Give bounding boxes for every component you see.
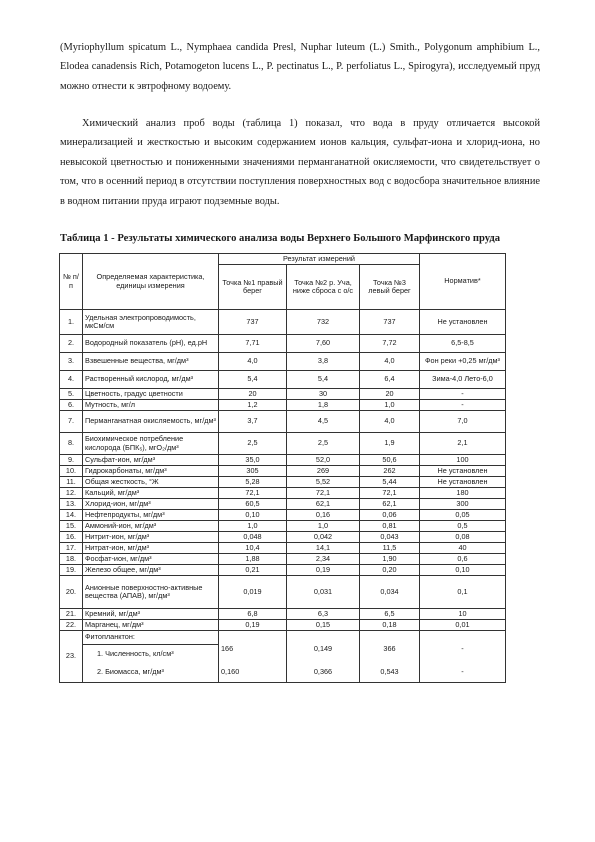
row-point2-value: 62,1 xyxy=(287,499,360,510)
row-num: 9. xyxy=(60,455,83,466)
row-num: 2. xyxy=(60,335,83,353)
header-norm: Норматив* xyxy=(420,254,506,310)
row-num: 15. xyxy=(60,521,83,532)
row-point1-value: 72,1 xyxy=(219,488,287,499)
row-characteristic: Цветность, градус цветности xyxy=(83,389,219,400)
row-point2-value: 1,0 xyxy=(287,521,360,532)
row-norm-value: - xyxy=(420,389,506,400)
row-point1-value: 5,4 xyxy=(219,371,287,389)
header-point3: Точка №3 левый берег xyxy=(360,265,420,310)
table-row xyxy=(60,411,506,433)
row-point1-value: 3,7 xyxy=(219,411,287,433)
row-norm-value: 0,08 xyxy=(420,532,506,543)
row-point1-value: 6,8 xyxy=(219,609,287,620)
row-point1-value: 2,5 xyxy=(219,433,287,455)
table-row xyxy=(60,400,506,411)
row-num: 13. xyxy=(60,499,83,510)
row-num: 1. xyxy=(60,310,83,335)
table-row xyxy=(60,455,506,466)
row-norm-value: 0,5 xyxy=(420,521,506,532)
row-characteristic: Нитрит-ион, мг/дм³ xyxy=(83,532,219,543)
row-norm-value: 0,05 xyxy=(420,510,506,521)
row-point2-value: 732 xyxy=(287,310,360,335)
row-point2-value: 6,3 xyxy=(287,609,360,620)
row-num: 4. xyxy=(60,371,83,389)
row-point3-value: 5,44 xyxy=(360,477,420,488)
row-characteristic: Аммоний-ион, мг/дм³ xyxy=(83,521,219,532)
row-norm-value: Не установлен xyxy=(420,466,506,477)
row-point1-value: 1,88 xyxy=(219,554,287,565)
row23-sub2-p2: 0,366 xyxy=(313,666,333,676)
row-characteristic: Нефтепродукты, мг/дм³ xyxy=(83,510,219,521)
row-point3-value: 0,043 xyxy=(360,532,420,543)
row-characteristic: Кальций, мг/дм³ xyxy=(83,488,219,499)
row-norm-value: Не установлен xyxy=(420,477,506,488)
row-point2-value: 4,5 xyxy=(287,411,360,433)
header-point2: Точка №2 р. Уча, ниже сброса с о/с xyxy=(287,265,360,310)
table-row xyxy=(60,609,506,620)
row-num: 8. xyxy=(60,433,83,455)
row-point2-value: 30 xyxy=(287,389,360,400)
row-point3-value: 0,81 xyxy=(360,521,420,532)
row-point3-value: 7,72 xyxy=(360,335,420,353)
row-point1-value: 0,21 xyxy=(219,565,287,576)
row-point3-value: 0,18 xyxy=(360,620,420,631)
header-characteristic: Определяемая характеристика, единицы измерения xyxy=(83,254,219,310)
row-num: 16. xyxy=(60,532,83,543)
row-point3-value: 262 xyxy=(360,466,420,477)
row-point3-value: 20 xyxy=(360,389,420,400)
row-characteristic: Взвешенные вещества, мг/дм³ xyxy=(83,353,219,371)
row-point1-value: 737 xyxy=(219,310,287,335)
row-point3-value: 1,0 xyxy=(360,400,420,411)
row23-norm xyxy=(420,631,506,683)
row-num: 5. xyxy=(60,389,83,400)
paragraph-chemical-analysis: Химический анализ проб воды (таблица 1) показал, что вода в пруду отличается высокой минерализацией и жесткостью и высоким содержанием ионов кальция, сульфат-иона и хлорид-иона, но невысокой цветностью и пониженными значениями перманганатной окисляемости, что свидетельствует о том, что в осенний период в отсутствии поступления поверхностных вод с водосбора значительное влияние в водном питании пруда играют подземные воды. xyxy=(60,118,540,207)
row-point1-value: 35,0 xyxy=(219,455,287,466)
row-point1-value: 305 xyxy=(219,466,287,477)
row-point1-value: 60,5 xyxy=(219,499,287,510)
table-body xyxy=(60,310,506,631)
row-norm-value: 40 xyxy=(420,543,506,554)
row-point1-value: 4,0 xyxy=(219,353,287,371)
row23-p3 xyxy=(360,631,420,683)
row-norm-value: 0,10 xyxy=(420,565,506,576)
table-row xyxy=(60,532,506,543)
row-point2-value: 0,19 xyxy=(287,565,360,576)
row-characteristic: Кремний, мг/дм³ xyxy=(83,609,219,620)
row-point1-value: 0,019 xyxy=(219,576,287,609)
row-num: 17. xyxy=(60,543,83,554)
row-point1-value: 7,71 xyxy=(219,335,287,353)
table-row xyxy=(60,477,506,488)
row-norm-value: Зима-4,0 Лето-6,0 xyxy=(420,371,506,389)
row23-sub1-p2: 0,149 xyxy=(313,644,333,654)
row-point2-value: 7,60 xyxy=(287,335,360,353)
row-norm-value: 10 xyxy=(420,609,506,620)
row-norm-value: Не установлен xyxy=(420,310,506,335)
table-row xyxy=(60,433,506,455)
row-point2-value: 5,52 xyxy=(287,477,360,488)
row-point3-value: 0,20 xyxy=(360,565,420,576)
row-point3-value: 1,9 xyxy=(360,433,420,455)
row-point2-value: 0,15 xyxy=(287,620,360,631)
row23-sub1-p1: 166 xyxy=(221,644,234,654)
row23-sub2-name: 2. Биомасса, мг/дм³ xyxy=(83,663,219,683)
row-norm-value: 7,0 xyxy=(420,411,506,433)
row23-sub1-p3: 366 xyxy=(383,644,396,654)
row-point3-value: 1,90 xyxy=(360,554,420,565)
row-point2-value: 2,5 xyxy=(287,433,360,455)
table-row xyxy=(60,389,506,400)
table-row xyxy=(60,554,506,565)
row-point1-value: 1,2 xyxy=(219,400,287,411)
row-point3-value: 72,1 xyxy=(360,488,420,499)
row23-p1 xyxy=(219,631,287,683)
table-row xyxy=(60,466,506,477)
row-point2-value: 5,4 xyxy=(287,371,360,389)
row-point1-value: 1,0 xyxy=(219,521,287,532)
table-row xyxy=(60,543,506,554)
row-characteristic: Удельная электропроводимость, мкСм/см xyxy=(83,310,219,335)
row-point2-value: 14,1 xyxy=(287,543,360,554)
row-norm-value: - xyxy=(420,400,506,411)
table-row xyxy=(60,499,506,510)
chemical-analysis-table xyxy=(59,253,506,683)
row-norm-value: 0,6 xyxy=(420,554,506,565)
row-num: 10. xyxy=(60,466,83,477)
row-point1-value: 0,10 xyxy=(219,510,287,521)
row-norm-value: 2,1 xyxy=(420,433,506,455)
row-characteristic: Растворенный кислород, мг/дм³ xyxy=(83,371,219,389)
row-point1-value: 0,19 xyxy=(219,620,287,631)
row-characteristic: Мутность, мг/л xyxy=(83,400,219,411)
row-num: 19. xyxy=(60,565,83,576)
table-row xyxy=(60,371,506,389)
row-norm-value: Фон реки +0,25 мг/дм³ xyxy=(420,353,506,371)
row-point2-value: 3,8 xyxy=(287,353,360,371)
row23-title: Фитопланктон: xyxy=(83,631,219,645)
row-point3-value: 0,034 xyxy=(360,576,420,609)
row-norm-value: 0,1 xyxy=(420,576,506,609)
row-point3-value: 4,0 xyxy=(360,411,420,433)
table-row xyxy=(60,335,506,353)
row-point3-value: 4,0 xyxy=(360,353,420,371)
table-row xyxy=(60,510,506,521)
row-num: 18. xyxy=(60,554,83,565)
row-characteristic: Водородный показатель (рН), ед.рН xyxy=(83,335,219,353)
row23-num: 23. xyxy=(60,631,83,683)
row23-p2 xyxy=(287,631,360,683)
table-row xyxy=(60,353,506,371)
row23-sub2-norm: - xyxy=(461,666,464,676)
row-characteristic: Биохимическое потребление кислорода (БПК₅), мгО₂/дм³ xyxy=(83,433,219,455)
row-characteristic: Гидрокарбонаты, мг/дм³ xyxy=(83,466,219,477)
row-characteristic: Общая жесткость, °Ж xyxy=(83,477,219,488)
row-point3-value: 11,5 xyxy=(360,543,420,554)
row-point1-value: 10,4 xyxy=(219,543,287,554)
row-point2-value: 269 xyxy=(287,466,360,477)
table-row xyxy=(60,310,506,335)
row23-sub1-norm: - xyxy=(461,644,464,654)
row-point2-value: 0,031 xyxy=(287,576,360,609)
table-row xyxy=(60,488,506,499)
row-point3-value: 737 xyxy=(360,310,420,335)
row-point2-value: 1,8 xyxy=(287,400,360,411)
row-characteristic: Анионные поверхностно-активные вещества (АПАВ), мг/дм³ xyxy=(83,576,219,609)
row-norm-value: 300 xyxy=(420,499,506,510)
row-point3-value: 6,5 xyxy=(360,609,420,620)
row-point1-value: 20 xyxy=(219,389,287,400)
row-num: 3. xyxy=(60,353,83,371)
row23-sub2-p1: 0,160 xyxy=(221,666,240,676)
table-row xyxy=(60,565,506,576)
row-num: 7. xyxy=(60,411,83,433)
row-norm-value: 6,5-8,5 xyxy=(420,335,506,353)
row-num: 12. xyxy=(60,488,83,499)
row-point2-value: 52,0 xyxy=(287,455,360,466)
row-point2-value: 2,34 xyxy=(287,554,360,565)
table-caption: Таблица 1 - Результаты химического анализа воды Верхнего Большого Марфинского пруда xyxy=(60,233,501,244)
paragraph-species-list: (Myriophyllum spicatum L., Nymphaea candida Presl, Nuphar luteum (L.) Smith., Polygonum amphibium L., Elodea canadensis Rich, Potamogeton lucens L., P. pectinatus L., P. perfoliatus L., Spirogyra), исследуемый пруд можно отнести к эвтрофному водоему. xyxy=(60,42,540,92)
row-num: 21. xyxy=(60,609,83,620)
row-characteristic: Фосфат-ион, мг/дм³ xyxy=(83,554,219,565)
row-num: 20. xyxy=(60,576,83,609)
header-num: № п/п xyxy=(60,254,83,310)
row-point2-value: 0,16 xyxy=(287,510,360,521)
row-point2-value: 0,042 xyxy=(287,532,360,543)
row23-sub1-name: 1. Численность, кл/см³ xyxy=(83,645,219,663)
row-characteristic: Нитрат-ион, мг/дм³ xyxy=(83,543,219,554)
row-norm-value: 180 xyxy=(420,488,506,499)
row-point3-value: 0,06 xyxy=(360,510,420,521)
row-point3-value: 50,6 xyxy=(360,455,420,466)
row-norm-value: 0,01 xyxy=(420,620,506,631)
row-characteristic: Сульфат-ион, мг/дм³ xyxy=(83,455,219,466)
row-point3-value: 62,1 xyxy=(360,499,420,510)
table-row xyxy=(60,576,506,609)
row-characteristic: Хлорид-ион, мг/дм³ xyxy=(83,499,219,510)
row-point1-value: 0,048 xyxy=(219,532,287,543)
row-num: 14. xyxy=(60,510,83,521)
row-num: 6. xyxy=(60,400,83,411)
row-norm-value: 100 xyxy=(420,455,506,466)
row-num: 11. xyxy=(60,477,83,488)
table-row xyxy=(60,620,506,631)
row-point3-value: 6,4 xyxy=(360,371,420,389)
row-characteristic: Перманганатная окисляемость, мг/дм³ xyxy=(83,411,219,433)
table-row xyxy=(60,521,506,532)
row23-sub2-p3: 0,543 xyxy=(380,666,399,676)
row-characteristic: Железо общее, мг/дм³ xyxy=(83,565,219,576)
row-point1-value: 5,28 xyxy=(219,477,287,488)
header-point1: Точка №1 правый берег xyxy=(219,265,287,310)
row-point2-value: 72,1 xyxy=(287,488,360,499)
header-results: Результат измерений xyxy=(219,254,420,265)
row-characteristic: Марганец, мг/дм³ xyxy=(83,620,219,631)
row-num: 22. xyxy=(60,620,83,631)
